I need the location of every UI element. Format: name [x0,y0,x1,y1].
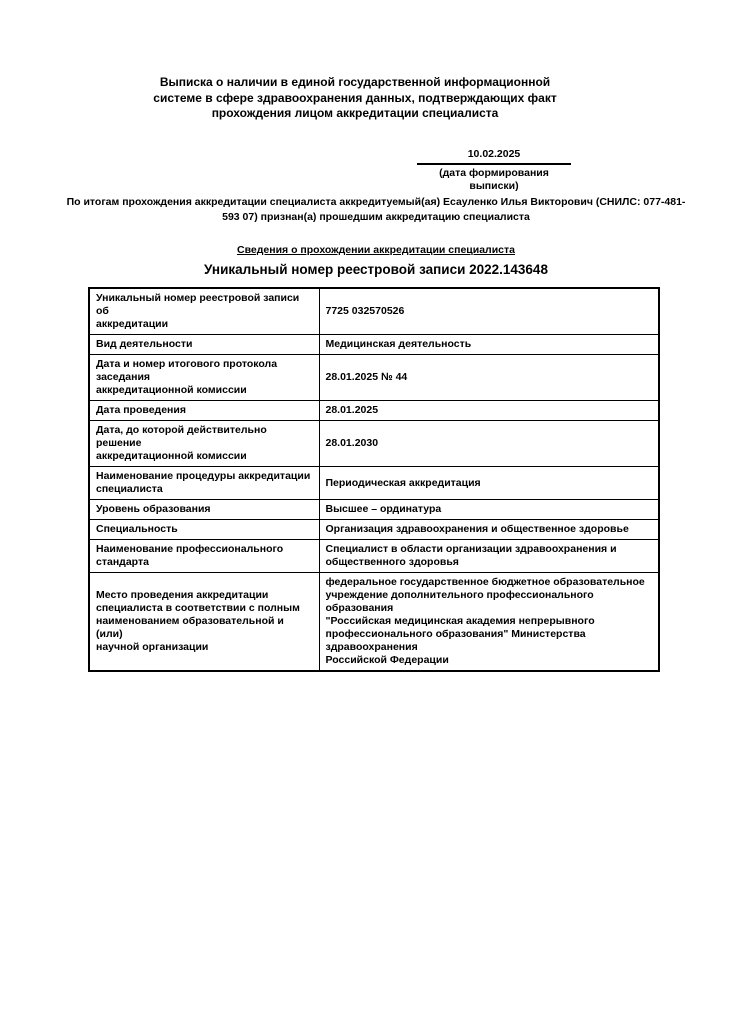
accreditation-table-body [89,288,659,671]
document-title: Выписка о наличии в единой государственной информационной системе в сфере здравоохранения данных, подтверждающих факт прохождения лицом аккредитации специалиста [153,75,557,121]
row-label: Наименование профессионального стандарта [89,540,319,573]
row-label: Уникальный номер реестровой записи об аккредитации [89,288,319,335]
row-label: Уровень образования [89,500,319,520]
row-value: Высшее – ординатура [319,500,659,520]
row-value: Медицинская деятельность [319,335,659,355]
table-row [89,401,659,421]
section-heading: Сведения о прохождении аккредитации специалиста [237,244,515,256]
table-row [89,573,659,672]
row-value: федеральное государственное бюджетное образовательное учреждение дополнительного профессионального образования "Российская медицинская академия непрерывного профессионального образования" Министерства здравоохранения Российской Федерации [319,573,659,672]
table-row [89,335,659,355]
accreditation-details-table [88,287,660,672]
registry-number-heading: Уникальный номер реестровой записи 2022.143648 [204,262,548,277]
table-row [89,288,659,335]
row-label: Наименование процедуры аккредитации специалиста [89,467,319,500]
extract-date-value: 10.02.2025 [417,148,571,165]
row-label: Дата, до которой действительно решение аккредитационной комиссии [89,421,319,467]
row-value: Периодическая аккредитация [319,467,659,500]
row-value: Специалист в области организации здравоохранения и общественного здоровья [319,540,659,573]
row-value: 28.01.2025 [319,401,659,421]
row-label: Дата проведения [89,401,319,421]
table-row [89,500,659,520]
table-row [89,520,659,540]
row-value: 7725 032570526 [319,288,659,335]
row-value: Организация здравоохранения и общественное здоровье [319,520,659,540]
row-label: Дата и номер итогового протокола заседания аккредитационной комиссии [89,355,319,401]
intro-paragraph: По итогам прохождения аккредитации специалиста аккредитуемый(ая) Есауленко Илья Викторович (СНИЛС: 077-481- 593 07) признан(а) прошедшим аккредитацию специалиста [66,196,686,223]
extract-date-caption: (дата формирования выписки) [439,167,549,192]
table-row [89,421,659,467]
table-row [89,467,659,500]
row-value: 28.01.2030 [319,421,659,467]
row-label: Место проведения аккредитации специалиста в соответствии с полным наименованием образовательной и (или) научной организации [89,573,319,672]
row-label: Специальность [89,520,319,540]
table-row [89,540,659,573]
extract-date-block [417,148,571,193]
table-row [89,355,659,401]
row-value: 28.01.2025 № 44 [319,355,659,401]
row-label: Вид деятельности [89,335,319,355]
